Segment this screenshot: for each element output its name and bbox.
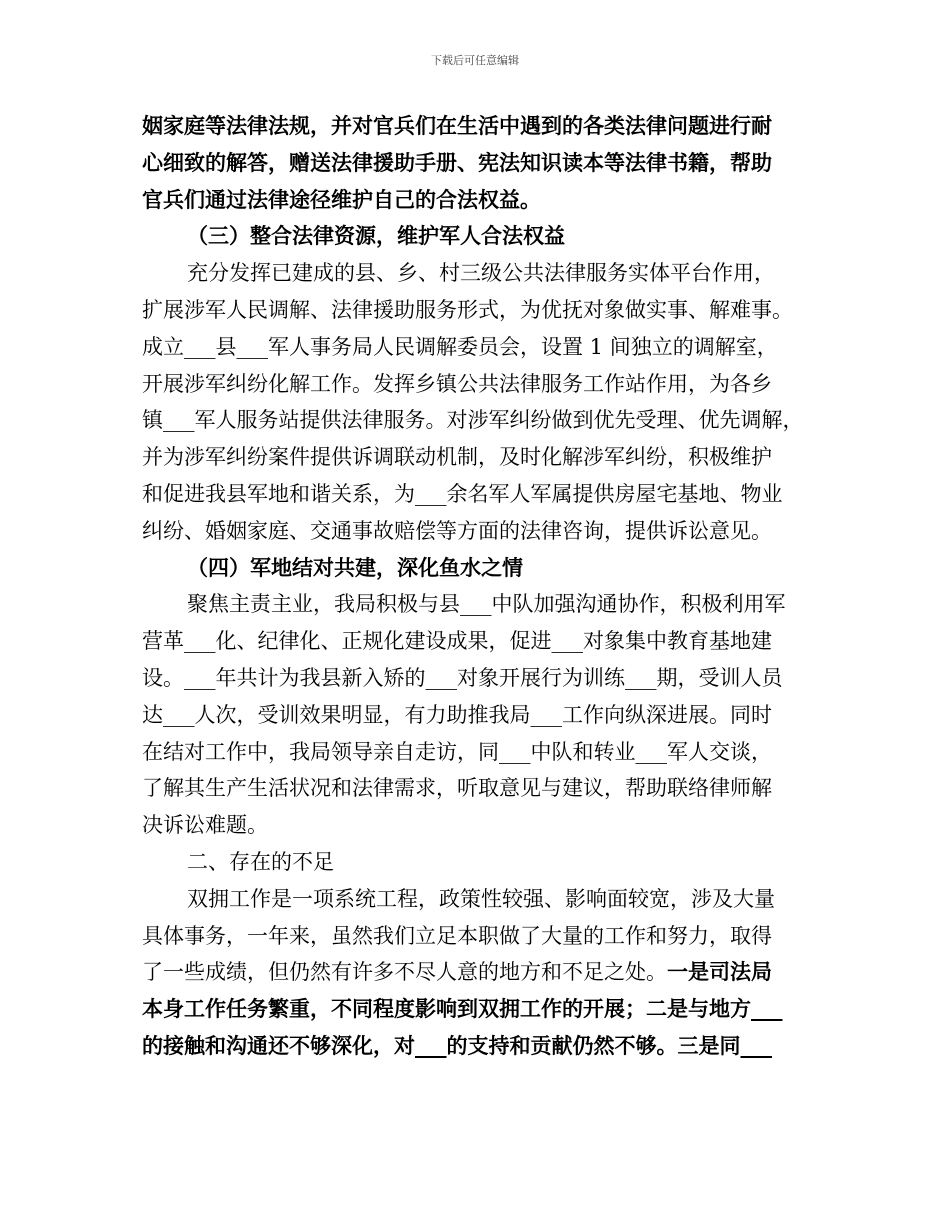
heading-text: （四）军地结对共建，深化鱼水之情 — [187, 554, 523, 580]
line-text: 了一些成绩，但仍然有许多不尽人意的地方和不足之处。 — [142, 960, 667, 985]
page-header: 下载后可任意编辑 — [431, 54, 519, 67]
text-line — [142, 954, 822, 991]
text-line — [142, 660, 822, 697]
text-line — [142, 697, 822, 734]
line-text: 并为涉军纠纷案件提供诉调联动机制，及时化解涉军纠纷，积极维护 — [142, 445, 772, 470]
line-text: 在结对工作中，我局领导亲自走访，同___中队和转业___军人交谈， — [142, 739, 772, 764]
line-text: 达___人次，受训效果明显，有力助推我局___工作向纵深进展。同时 — [142, 702, 772, 727]
text-line — [142, 623, 822, 660]
heading-text: （三）整合法律资源，维护军人合法权益 — [187, 223, 565, 249]
line-text: 双拥工作是一项系统工程，政策性较强、影响面较宽，涉及大量 — [187, 886, 775, 911]
text-line — [142, 770, 822, 807]
section-heading — [142, 550, 822, 587]
line-text: 聚焦主责主业，我局积极与县___中队加强沟通协作，积极利用军 — [187, 592, 786, 617]
line-text: 姻家庭等法律法规，并对官兵们在生活中遇到的各类法律问题进行耐 — [142, 113, 772, 138]
section-heading — [142, 218, 822, 255]
line-text: 成立___县___军人事务局人民调解委员会，设置 1 间独立的调解室， — [142, 334, 778, 359]
text-line — [142, 918, 822, 955]
text-line — [142, 1028, 822, 1065]
text-line — [142, 292, 822, 329]
line-text: 充分发挥已建成的县、乡、村三级公共法律服务实体平台作用， — [187, 261, 775, 286]
line-text: 设。___年共计为我县新入矫的___对象开展行为训练___期，受训人员 — [142, 665, 783, 690]
text-line — [142, 476, 822, 513]
text-line — [142, 513, 822, 550]
text-line — [142, 182, 822, 219]
line-text: 镇___军人服务站提供法律服务。对涉军纠纷做到优先受理、优先调解， — [142, 408, 804, 433]
line-text: 的接触和沟通还不够深化，对___的支持和贡献仍然不够。三是同___ — [142, 1032, 772, 1058]
section-heading — [142, 844, 822, 881]
text-line — [142, 255, 822, 292]
text-line — [142, 991, 822, 1028]
line-text: 具体事务，一年来，虽然我们立足本职做了大量的工作和努力，取得 — [142, 923, 772, 948]
text-line — [142, 366, 822, 403]
text-line — [142, 807, 822, 844]
text-line — [142, 439, 822, 476]
text-line — [142, 329, 822, 366]
line-text: 和促进我县军地和谐关系，为___余名军人军属提供房屋宅基地、物业 — [142, 481, 783, 506]
heading-text: 二、存在的不足 — [187, 849, 334, 874]
line-text: 决诉讼难题。 — [142, 813, 268, 838]
line-text: 营革___化、纪律化、正规化建设成果，促进___对象集中教育基地建 — [142, 629, 772, 654]
line-text: 纠纷、婚姻家庭、交通事故赔偿等方面的法律咨询，提供诉讼意见。 — [142, 518, 772, 543]
text-line — [142, 881, 822, 918]
line-text: 官兵们通过法律途径维护自己的合法权益。 — [142, 186, 541, 212]
text-line — [142, 586, 822, 623]
line-text: 了解其生产生活状况和法律需求，听取意见与建议，帮助联络律师解 — [142, 776, 772, 801]
text-line — [142, 402, 822, 439]
text-line — [142, 734, 822, 771]
text-line — [142, 108, 822, 145]
line-text: 本身工作任务繁重，不同程度影响到双拥工作的开展；二是与地方___ — [142, 996, 783, 1022]
document-body — [142, 108, 822, 1065]
line-text: 扩展涉军人民调解、法律援助服务形式，为优抚对象做实事、解难事。 — [142, 297, 793, 322]
text-line — [142, 145, 822, 182]
bold-tail-text: 一是司法局 — [667, 959, 772, 985]
line-text: 心细致的解答，赠送法律援助手册、宪法知识读本等法律书籍，帮助 — [142, 149, 772, 175]
line-text: 开展涉军纠纷化解工作。发挥乡镇公共法律服务工作站作用，为各乡 — [142, 371, 772, 396]
